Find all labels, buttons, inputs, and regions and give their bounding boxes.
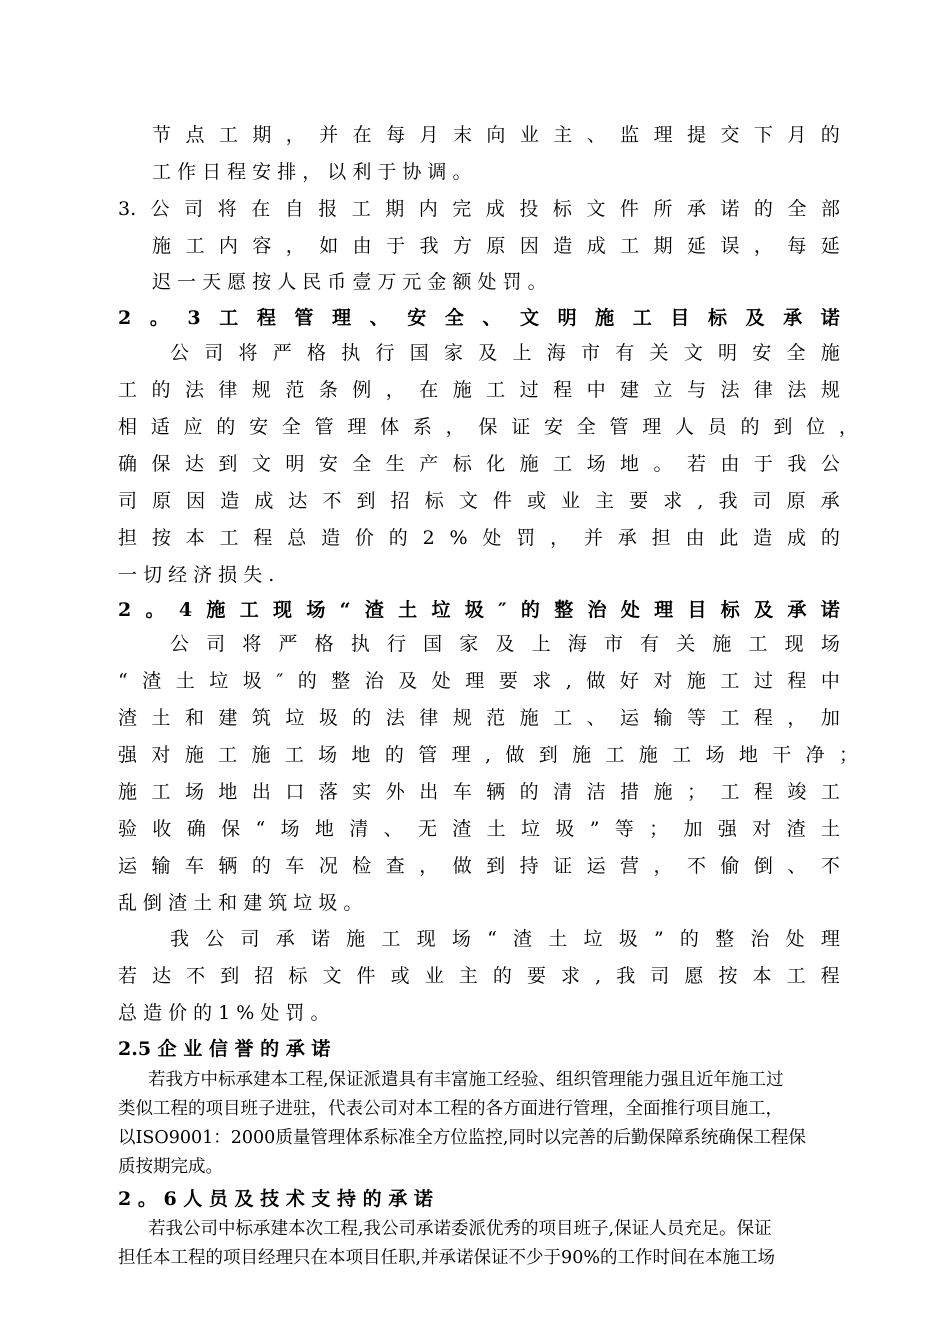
text-line: 节 点 工 期 ， 并 在 每 月 末 向 业 主 、 监 理 提 交 下 月 的 [152,124,840,146]
text-line: 施 工 场 地 出 口 落 实 外 出 车 辆 的 清 洁 措 施 ； 工 程 竣 工 [118,781,840,803]
text-line: 若我公司中标承建本次工程,我公司承诺委派优秀的项目班子,保证人员充足。保证 [148,1219,772,1239]
text-line: 公 司 将 严 格 执 行 国 家 及 上 海 市 有 关 文 明 安 全 施 [170,342,840,364]
text-line: “ 渣 土 垃 圾 ″ 的 整 治 及 处 理 要 求 , 做 好 对 施 工 过 程 中 [118,670,840,692]
text-line: 担 按 本 工 程 总 造 价 的 2 % 处 罚 ， 并 承 担 由 此 造 成 的 [118,527,840,549]
text-line: 若我方中标承建本工程,保证派遣具有丰富施工经验、组织管理能力强且近年施工过 [148,1070,784,1090]
text-line: 工 作 日 程 安 排 ， 以 利 于 协 调 。 [152,161,472,183]
text-line: 施 工 内 容 ， 如 由 于 我 方 原 因 造 成 工 期 延 误 ， 每 延 [152,235,840,257]
text-line: 验 收 确 保 “ 场 地 清 、 无 渣 土 垃 圾 ” 等 ； 加 强 对 渣 土 [118,818,840,840]
text-line: 公 司 将 严 格 执 行 国 家 及 上 海 市 有 关 施 工 现 场 [170,633,840,655]
text-line: 类似工程的项目班子进驻，代表公司对本工程的各方面进行管理，全面推行项目施工， [118,1099,783,1119]
text-line: 3. 公 司 将 在 自 报 工 期 内 完 成 投 标 文 件 所 承 诺 的 全 部 [118,198,840,220]
text-line: 乱 倒 渣 土 和 建 筑 垃 圾 。 [118,892,363,914]
text-line: 若 达 不 到 招 标 文 件 或 业 主 的 要 求 , 我 司 愿 按 本 工 程 [118,965,840,987]
section-heading-2-5: 2.5 企 业 信 誉 的 承 诺 [118,1038,331,1060]
text-line: 运 输 车 辆 的 车 况 检 查 ， 做 到 持 证 运 营 ， 不 偷 倒 、 不 [118,855,840,877]
text-line: 工 的 法 律 规 范 条 例 ， 在 施 工 过 程 中 建 立 与 法 律 法 规 [118,379,840,401]
text-line: 相 适 应 的 安 全 管 理 体 系 ， 保 证 安 全 管 理 人 员 的 到 位 ， [118,416,858,438]
text-line: 迟 一 天 愿 按 人 民 币 壹 万 元 金 额 处 罚 。 [152,271,547,293]
text-line: 以ISO9001：2000质量管理体系标准全方位监控,同时以完善的后勤保障系统确保工程保 [118,1128,806,1148]
text-line: 确 保 达 到 文 明 安 全 生 产 标 化 施 工 场 地 。 若 由 于 我 公 [118,453,840,475]
text-line: 质按期完成。 [118,1157,223,1177]
text-line: 我 公 司 承 诺 施 工 现 场 “ 渣 土 垃 圾 ” 的 整 治 处 理 [170,928,840,950]
section-heading-2-6: 2 。 6 人 员 及 技 术 支 持 的 承 诺 [118,1188,433,1210]
text-line: 强 对 施 工 施 工 场 地 的 管 理 , 做 到 施 工 施 工 场 地 干 净 ； [118,744,858,766]
section-heading-2-3: 2 。 3 工 程 管 理 、 安 全 、 文 明 施 工 目 标 及 承 诺 [118,307,840,329]
text-line: 一 切 经 济 损 失 . [118,564,275,586]
text-line: 总 造 价 的 1 % 处 罚 。 [118,1002,330,1024]
section-heading-2-4: 2 。 4 施 工 现 场 “ 渣 土 垃 圾 ″ 的 整 治 处 理 目 标 及 承 诺 [118,599,840,621]
text-line: 渣 土 和 建 筑 垃 圾 的 法 律 规 范 施 工 、 运 输 等 工 程 ， 加 [118,707,840,729]
text-line: 担任本工程的项目经理只在本项目任职,并承诺保证不少于90%的工作时间在本施工场 [118,1248,775,1268]
text-line: 司 原 因 造 成 达 不 到 招 标 文 件 或 业 主 要 求 , 我 司 原 承 [118,490,840,512]
